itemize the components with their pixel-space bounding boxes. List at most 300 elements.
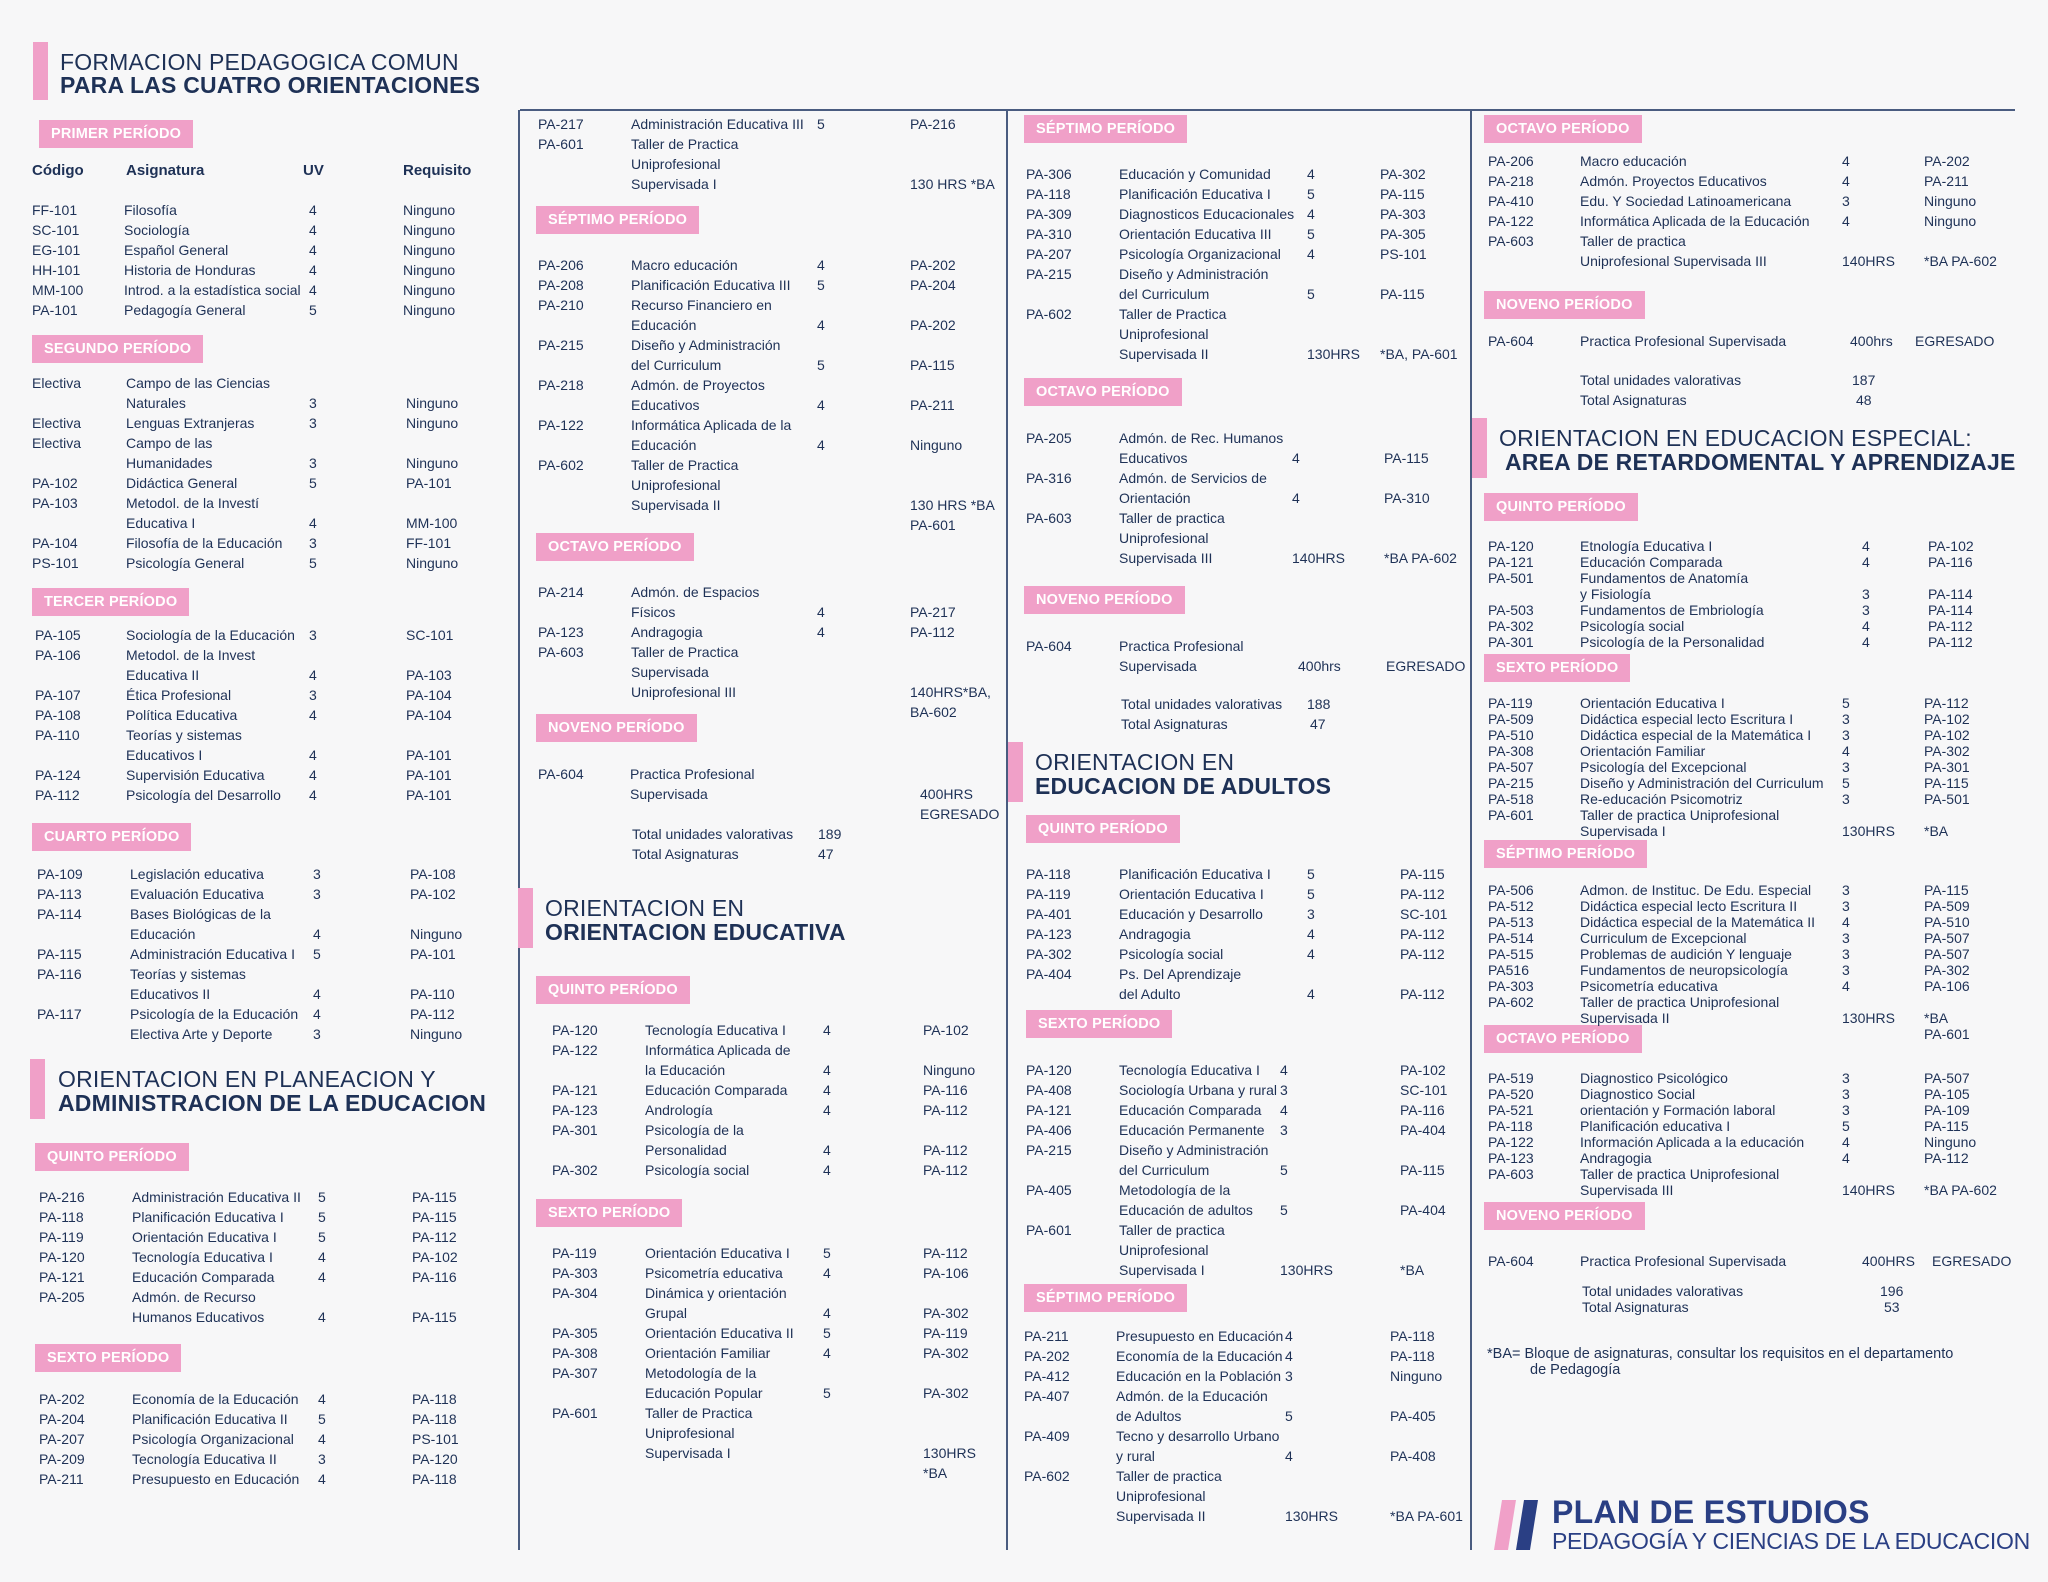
course-name: Didáctica especial lecto Escritura II bbox=[1580, 898, 1798, 914]
course-name: Orientación Educativa I bbox=[1119, 886, 1264, 902]
course-code: PA-121 bbox=[1026, 1102, 1072, 1118]
course-code: PA-104 bbox=[32, 535, 78, 551]
course-code: PA-507 bbox=[1488, 759, 1534, 775]
course-name: Físicos bbox=[631, 604, 676, 620]
course-code: PS-101 bbox=[32, 555, 79, 571]
course-name: Taller de Practica bbox=[631, 644, 739, 660]
footnote-line1: *BA= Bloque de asignaturas, consultar los requisitos en el departamento bbox=[1487, 1346, 1954, 1362]
course-code: PA-216 bbox=[39, 1189, 85, 1205]
course-code: PA-107 bbox=[35, 687, 81, 703]
course-uv: 4 bbox=[823, 1162, 831, 1178]
course-prereq: Ninguno bbox=[410, 926, 463, 942]
course-uv: 4 bbox=[1280, 1062, 1288, 1078]
course-prereq: PA-302 bbox=[923, 1345, 969, 1361]
course-code: PA-506 bbox=[1488, 882, 1534, 898]
course-uv: 4 bbox=[1285, 1328, 1293, 1344]
course-uv: 4 bbox=[1842, 1134, 1850, 1150]
course-uv: 140HRS bbox=[1292, 550, 1345, 566]
course-uv: 3 bbox=[309, 455, 317, 471]
course-prereq: SC-101 bbox=[1400, 1082, 1448, 1098]
course-uv: 4 bbox=[1842, 173, 1850, 189]
course-uv: 4 bbox=[1842, 914, 1850, 930]
course-uv: 3 bbox=[1842, 759, 1850, 775]
course-code: PA-121 bbox=[39, 1269, 85, 1285]
course-name: Ética Profesional bbox=[126, 687, 232, 703]
course-name: Andragogia bbox=[1119, 926, 1191, 942]
course-uv: 5 bbox=[1285, 1408, 1293, 1424]
course-code: PA-121 bbox=[552, 1082, 598, 1098]
course-uv: 4 bbox=[823, 1082, 831, 1098]
course-name: Andrología bbox=[645, 1102, 713, 1118]
course-prereq: PA-102 bbox=[410, 886, 456, 902]
course-code: PA-109 bbox=[37, 866, 83, 882]
course-prereq: PA-115 bbox=[1400, 866, 1445, 882]
brand-title: PLAN DE ESTUDIOS bbox=[1552, 1494, 1870, 1530]
course-prereq: PA-507 bbox=[1924, 1070, 1970, 1086]
course-prereq: 130 HRS *BA bbox=[910, 497, 995, 513]
course-uv: 4 bbox=[313, 986, 321, 1002]
total-uv-value: 187 bbox=[1852, 372, 1876, 388]
course-prereq: 400HRS bbox=[920, 786, 973, 802]
course-name: Supervisada III bbox=[1580, 1182, 1674, 1198]
period-label: OCTAVO PERÍODO bbox=[1484, 115, 1642, 143]
course-name: Uniprofesional bbox=[1119, 530, 1209, 546]
course-name: Orientación Educativa II bbox=[645, 1325, 794, 1341]
course-uv: 3 bbox=[1842, 898, 1850, 914]
course-uv: 140HRS bbox=[1842, 253, 1895, 269]
course-uv: 5 bbox=[823, 1245, 831, 1261]
course-name: Diseño y Administración bbox=[631, 337, 781, 353]
course-uv: 4 bbox=[1307, 986, 1315, 1002]
course-uv: 5 bbox=[1307, 866, 1315, 882]
course-code: PA-120 bbox=[1488, 538, 1534, 554]
course-uv: 130HRS bbox=[1842, 823, 1895, 839]
course-prereq: *BA PA-601 bbox=[1390, 1508, 1463, 1524]
course-code: PA-215 bbox=[538, 337, 584, 353]
course-prereq: EGRESADO bbox=[1386, 658, 1466, 674]
course-uv: 5 bbox=[1842, 1118, 1850, 1134]
course-prereq: PA-507 bbox=[1924, 930, 1970, 946]
period-label: SÉPTIMO PERÍODO bbox=[1024, 115, 1187, 143]
course-code: PA-202 bbox=[39, 1391, 85, 1407]
course-name: Taller de Practica bbox=[631, 457, 739, 473]
period-label: NOVENO PERÍODO bbox=[1024, 586, 1185, 614]
course-uv: 3 bbox=[1842, 1070, 1850, 1086]
course-code: PA-119 bbox=[1488, 695, 1533, 711]
period-label: SEXTO PERÍODO bbox=[536, 1199, 682, 1227]
course-name: Tecnología Educativa I bbox=[645, 1022, 786, 1038]
course-uv: 4 bbox=[309, 202, 317, 218]
course-prereq: PA-101 bbox=[406, 767, 452, 783]
course-prereq: PA-116 bbox=[412, 1269, 457, 1285]
course-uv: 4 bbox=[1842, 153, 1850, 169]
course-prereq: PA-115 bbox=[412, 1309, 457, 1325]
course-uv: 4 bbox=[309, 242, 317, 258]
course-code: PA-123 bbox=[1026, 926, 1072, 942]
course-uv: 4 bbox=[823, 1062, 831, 1078]
section-title-orientacion: ORIENTACION EN bbox=[545, 895, 745, 921]
course-prereq: *BA, PA-601 bbox=[1380, 346, 1458, 362]
total-asig-label: Total Asignaturas bbox=[1582, 1299, 1689, 1315]
section-accent-bar bbox=[1472, 418, 1487, 478]
course-name: Practica Profesional bbox=[1119, 638, 1244, 654]
course-name: Introd. a la estadística social bbox=[124, 282, 301, 298]
course-code: PA-412 bbox=[1024, 1368, 1070, 1384]
course-name: Presupuesto en Educación bbox=[1116, 1328, 1284, 1344]
course-name: Psicología General bbox=[126, 555, 245, 571]
course-prereq: PA-115 bbox=[1384, 450, 1429, 466]
course-name: Taller de practica Uniprofesional bbox=[1580, 807, 1780, 823]
course-name: Español General bbox=[124, 242, 229, 258]
course-prereq: PA-301 bbox=[1924, 759, 1970, 775]
course-uv: 4 bbox=[817, 397, 825, 413]
course-prereq: MM-100 bbox=[406, 515, 458, 531]
course-code: PA-112 bbox=[35, 787, 80, 803]
section-subtitle-adultos: EDUCACION DE ADULTOS bbox=[1035, 773, 1332, 799]
course-prereq: PA-112 bbox=[923, 1102, 968, 1118]
course-uv: 4 bbox=[309, 515, 317, 531]
brand-logo-mark bbox=[1494, 1500, 1546, 1550]
course-name: Administración Educativa II bbox=[132, 1189, 301, 1205]
course-uv: 4 bbox=[823, 1265, 831, 1281]
course-name: Psicología social bbox=[1119, 946, 1224, 962]
course-uv: 400hrs bbox=[1850, 333, 1893, 349]
course-code: PA-310 bbox=[1026, 226, 1072, 242]
course-name: Admón. de Recurso bbox=[132, 1289, 256, 1305]
course-prereq: SC-101 bbox=[406, 627, 454, 643]
course-prereq: EGRESADO bbox=[1932, 1253, 2012, 1269]
course-uv: 4 bbox=[309, 262, 317, 278]
column-header-asignatura: Asignatura bbox=[126, 162, 205, 179]
course-code: PA-103 bbox=[32, 495, 78, 511]
course-prereq: PA-202 bbox=[1924, 153, 1970, 169]
course-name: Electiva Arte y Deporte bbox=[130, 1026, 273, 1042]
course-prereq: PA-601 bbox=[1924, 1026, 1970, 1042]
course-uv: 4 bbox=[817, 624, 825, 640]
course-uv: 4 bbox=[318, 1391, 326, 1407]
course-code: PA-309 bbox=[1026, 206, 1072, 222]
course-code: PA-208 bbox=[538, 277, 584, 293]
course-name: Evaluación Educativa bbox=[130, 886, 264, 902]
course-name: Fundamentos de Anatomía bbox=[1580, 570, 1749, 586]
course-name: Practica Profesional bbox=[630, 766, 755, 782]
course-name: Tecnología Educativa I bbox=[1119, 1062, 1260, 1078]
course-code: PA-217 bbox=[538, 116, 584, 132]
course-prereq: PA-102 bbox=[1924, 727, 1970, 743]
section-title-especial: ORIENTACION EN EDUCACION ESPECIAL: bbox=[1499, 425, 1972, 451]
course-prereq: Ninguno bbox=[403, 282, 456, 298]
course-name: Economía de la Educación bbox=[132, 1391, 299, 1407]
course-code: PA-119 bbox=[1026, 886, 1071, 902]
course-prereq: PA-116 bbox=[1928, 554, 1973, 570]
course-code: PA-215 bbox=[1488, 775, 1534, 791]
course-name: Psicología de la Personalidad bbox=[1580, 634, 1765, 650]
period-label: SEXTO PERÍODO bbox=[1026, 1010, 1172, 1038]
course-uv: 5 bbox=[1280, 1202, 1288, 1218]
course-name: Didáctica especial lecto Escritura I bbox=[1580, 711, 1794, 727]
course-code: PA-113 bbox=[37, 886, 82, 902]
course-uv: 5 bbox=[1307, 886, 1315, 902]
course-code: PA-122 bbox=[552, 1042, 598, 1058]
course-code: PA-520 bbox=[1488, 1086, 1534, 1102]
course-code: Electiva bbox=[32, 435, 82, 451]
course-uv: 5 bbox=[1307, 286, 1315, 302]
course-name: Didáctica especial de la Matemática I bbox=[1580, 727, 1812, 743]
course-code: PA-308 bbox=[1488, 743, 1534, 759]
course-prereq: *BA PA-602 bbox=[1924, 1182, 1997, 1198]
course-name: Educativa II bbox=[126, 667, 200, 683]
total-uv-label: Total unidades valorativas bbox=[632, 826, 794, 842]
course-code: PA-118 bbox=[1026, 866, 1071, 882]
course-prereq: PA-114 bbox=[1928, 586, 1973, 602]
course-name: Taller de practica bbox=[1119, 1222, 1225, 1238]
course-uv: 4 bbox=[823, 1022, 831, 1038]
course-prereq: PA-118 bbox=[1390, 1328, 1435, 1344]
course-name: del Adulto bbox=[1119, 986, 1181, 1002]
course-uv: 4 bbox=[313, 1006, 321, 1022]
total-asig-value: 48 bbox=[1856, 392, 1872, 408]
course-code: PA-120 bbox=[552, 1022, 598, 1038]
course-uv: 4 bbox=[318, 1249, 326, 1265]
course-prereq: PA-601 bbox=[910, 517, 956, 533]
course-prereq: *BA bbox=[923, 1465, 948, 1481]
course-prereq: PA-109 bbox=[1924, 1102, 1970, 1118]
course-uv: 5 bbox=[313, 946, 321, 962]
course-uv: 4 bbox=[313, 926, 321, 942]
course-prereq: PA-501 bbox=[1924, 791, 1970, 807]
course-uv: 4 bbox=[1842, 213, 1850, 229]
course-uv: 4 bbox=[817, 437, 825, 453]
course-code: PA-118 bbox=[1488, 1118, 1533, 1134]
course-uv: 5 bbox=[1842, 695, 1850, 711]
course-name: Supervisada I bbox=[1119, 1262, 1205, 1278]
course-code: PA-119 bbox=[39, 1229, 84, 1245]
course-code: PA-123 bbox=[538, 624, 584, 640]
course-code: PA-518 bbox=[1488, 791, 1534, 807]
course-name: Uniprofesional bbox=[1119, 326, 1209, 342]
course-prereq: PA-115 bbox=[1380, 186, 1425, 202]
course-code: PA-106 bbox=[35, 647, 81, 663]
course-name: Supervisada bbox=[630, 786, 708, 802]
course-name: la Educación bbox=[645, 1062, 726, 1078]
period-label: SÉPTIMO PERÍODO bbox=[1024, 1284, 1187, 1312]
period-label: CUARTO PERÍODO bbox=[32, 823, 191, 851]
course-prereq: PA-302 bbox=[923, 1305, 969, 1321]
course-code: PA-603 bbox=[1488, 1166, 1534, 1182]
course-uv: 3 bbox=[309, 395, 317, 411]
course-prereq: *BA bbox=[1400, 1262, 1425, 1278]
column-header-uv: UV bbox=[303, 162, 324, 179]
course-name: Supervisada II bbox=[1116, 1508, 1206, 1524]
course-code: PA-306 bbox=[1026, 166, 1072, 182]
course-name: Campo de las bbox=[126, 435, 213, 451]
course-prereq: PA-102 bbox=[412, 1249, 458, 1265]
course-name: Administración Educativa III bbox=[631, 116, 804, 132]
course-name: Didáctica General bbox=[126, 475, 238, 491]
course-uv: 5 bbox=[823, 1325, 831, 1341]
course-name: Uniprofesional bbox=[645, 1425, 735, 1441]
course-uv: 3 bbox=[1842, 882, 1850, 898]
total-asig-value: 53 bbox=[1884, 1299, 1900, 1315]
course-name: Educación Comparada bbox=[132, 1269, 275, 1285]
course-prereq: PA-118 bbox=[1390, 1348, 1435, 1364]
course-code: PA-218 bbox=[538, 377, 584, 393]
course-prereq: PA-106 bbox=[1924, 978, 1970, 994]
course-code: PA-122 bbox=[538, 417, 584, 433]
course-name: Uniprofesional III bbox=[631, 684, 737, 700]
course-prereq: PA-112 bbox=[410, 1006, 455, 1022]
course-prereq: PA-202 bbox=[910, 317, 956, 333]
course-name: Educación bbox=[631, 437, 697, 453]
period-label: OCTAVO PERÍODO bbox=[1484, 1025, 1642, 1053]
course-name: Taller de practica bbox=[1116, 1468, 1222, 1484]
course-code: PA-514 bbox=[1488, 930, 1534, 946]
course-prereq: PA-108 bbox=[410, 866, 456, 882]
course-name: Metodología de la bbox=[645, 1365, 757, 1381]
course-name: Educación Comparada bbox=[1580, 554, 1723, 570]
course-prereq: PA-112 bbox=[412, 1229, 457, 1245]
course-prereq: PA-507 bbox=[1924, 946, 1970, 962]
course-code: PA-204 bbox=[39, 1411, 85, 1427]
course-prereq: PA-405 bbox=[1390, 1408, 1436, 1424]
course-name: Admón. de Proyectos bbox=[631, 377, 765, 393]
course-name: Educación de adultos bbox=[1119, 1202, 1253, 1218]
course-name: Re-educación Psicomotriz bbox=[1580, 791, 1743, 807]
course-prereq: Ninguno bbox=[1924, 213, 1977, 229]
course-code: PA-406 bbox=[1026, 1122, 1072, 1138]
course-code: PA-603 bbox=[1488, 233, 1534, 249]
course-prereq: Ninguno bbox=[923, 1062, 976, 1078]
course-name: Planificación Educativa I bbox=[1119, 866, 1271, 882]
period-label: NOVENO PERÍODO bbox=[1484, 1202, 1645, 1230]
course-name: Educación y Comunidad bbox=[1119, 166, 1271, 182]
course-name: Diseño y Administración del Curriculum bbox=[1580, 775, 1824, 791]
course-code: PA-521 bbox=[1488, 1102, 1534, 1118]
section-subtitle-orientacion: ORIENTACION EDUCATIVA bbox=[545, 919, 846, 945]
course-prereq: PA-217 bbox=[910, 604, 956, 620]
column-divider-3 bbox=[1470, 110, 1472, 1550]
course-prereq: PA-112 bbox=[1400, 946, 1445, 962]
course-prereq: PA-112 bbox=[1928, 618, 1973, 634]
course-prereq: PA-120 bbox=[412, 1451, 458, 1467]
course-code: PA-209 bbox=[39, 1451, 85, 1467]
course-code: PA-601 bbox=[552, 1405, 598, 1421]
course-uv: 4 bbox=[309, 707, 317, 723]
course-prereq: PA-101 bbox=[410, 946, 456, 962]
course-prereq: PA-116 bbox=[1400, 1102, 1445, 1118]
course-name: Educativa I bbox=[126, 515, 196, 531]
course-name: Educación Comparada bbox=[1119, 1102, 1262, 1118]
course-name: Orientación Familiar bbox=[645, 1345, 771, 1361]
course-name: Lenguas Extranjeras bbox=[126, 415, 255, 431]
course-name: Supervisada II bbox=[631, 497, 721, 513]
course-name: Taller de practica bbox=[1580, 233, 1686, 249]
period-label: NOVENO PERÍODO bbox=[1484, 291, 1645, 319]
course-uv: 3 bbox=[1280, 1082, 1288, 1098]
course-name: Psicología Organizacional bbox=[132, 1431, 294, 1447]
course-name: Naturales bbox=[126, 395, 186, 411]
course-uv: 5 bbox=[318, 1229, 326, 1245]
course-code: SC-101 bbox=[32, 222, 80, 238]
course-code: PA-604 bbox=[1026, 638, 1072, 654]
course-code: PA-122 bbox=[1488, 1134, 1534, 1150]
period-label: SÉPTIMO PERÍODO bbox=[1484, 840, 1647, 868]
course-code: PA-115 bbox=[37, 946, 82, 962]
course-prereq: PA-302 bbox=[923, 1385, 969, 1401]
course-uv: 5 bbox=[817, 357, 825, 373]
period-label: SEXTO PERÍODO bbox=[1484, 654, 1630, 682]
course-code: PA-117 bbox=[37, 1006, 82, 1022]
course-uv: 3 bbox=[309, 535, 317, 551]
course-name: Supervisada bbox=[1119, 658, 1197, 674]
course-prereq: PA-216 bbox=[910, 116, 956, 132]
course-name: del Curriculum bbox=[1119, 286, 1210, 302]
course-code: PA-110 bbox=[35, 727, 80, 743]
course-code: PA-120 bbox=[39, 1249, 85, 1265]
course-code: PA-401 bbox=[1026, 906, 1072, 922]
course-code: PA-303 bbox=[552, 1265, 598, 1281]
course-name: Taller de practica bbox=[1119, 510, 1225, 526]
course-uv: 400hrs bbox=[1298, 658, 1341, 674]
course-name: Informática Aplicada de bbox=[645, 1042, 791, 1058]
course-name: Taller de Practica bbox=[1119, 306, 1227, 322]
course-prereq: PA-102 bbox=[1400, 1062, 1446, 1078]
course-code: PA-301 bbox=[1488, 634, 1534, 650]
course-prereq: PA-112 bbox=[1924, 1150, 1969, 1166]
course-name: Admón. de la Educación bbox=[1116, 1388, 1268, 1404]
course-code: PA-510 bbox=[1488, 727, 1534, 743]
course-prereq: *BA PA-602 bbox=[1924, 253, 1997, 269]
course-name: Teorías y sistemas bbox=[130, 966, 246, 982]
course-prereq: PA-211 bbox=[910, 397, 955, 413]
course-uv: 5 bbox=[309, 475, 317, 491]
course-prereq: EGRESADO bbox=[920, 806, 1000, 822]
course-name: Andragogia bbox=[631, 624, 703, 640]
period-label: OCTAVO PERÍODO bbox=[1024, 378, 1182, 406]
course-uv: 4 bbox=[1862, 538, 1870, 554]
course-uv: 130HRS bbox=[1307, 346, 1360, 362]
course-name: orientación y Formación laboral bbox=[1580, 1102, 1776, 1118]
course-name: Diagnostico Social bbox=[1580, 1086, 1696, 1102]
course-name: de Adultos bbox=[1116, 1408, 1182, 1424]
course-name: Supervisada II bbox=[1580, 1010, 1670, 1026]
course-prereq: PA-202 bbox=[910, 257, 956, 273]
course-name: Presupuesto en Educación bbox=[132, 1471, 300, 1487]
course-prereq: PA-408 bbox=[1390, 1448, 1436, 1464]
course-uv: 3 bbox=[309, 415, 317, 431]
column-header-requisito: Requisito bbox=[403, 162, 472, 179]
course-name: Psicología de la bbox=[645, 1122, 744, 1138]
course-name: Psicología del Desarrollo bbox=[126, 787, 281, 803]
course-prereq: PA-305 bbox=[1380, 226, 1426, 242]
course-code: PA-604 bbox=[1488, 1253, 1534, 1269]
course-uv: 4 bbox=[823, 1102, 831, 1118]
period-label: OCTAVO PERÍODO bbox=[536, 533, 694, 561]
total-uv-label: Total unidades valorativas bbox=[1121, 696, 1283, 712]
course-prereq: Ninguno bbox=[406, 455, 459, 471]
course-name: Orientación Educativa I bbox=[132, 1229, 277, 1245]
course-code: PA-302 bbox=[1488, 618, 1534, 634]
course-uv: 5 bbox=[318, 1209, 326, 1225]
column-header-codigo: Código bbox=[32, 162, 84, 179]
course-uv: 4 bbox=[1307, 946, 1315, 962]
course-name: Tecnología Educativa I bbox=[132, 1249, 273, 1265]
course-uv: 4 bbox=[1307, 166, 1315, 182]
course-prereq: PA-119 bbox=[923, 1325, 968, 1341]
course-name: Supervisada I bbox=[645, 1445, 731, 1461]
course-name: Uniprofesional bbox=[631, 156, 721, 172]
course-code: PA-105 bbox=[35, 627, 81, 643]
